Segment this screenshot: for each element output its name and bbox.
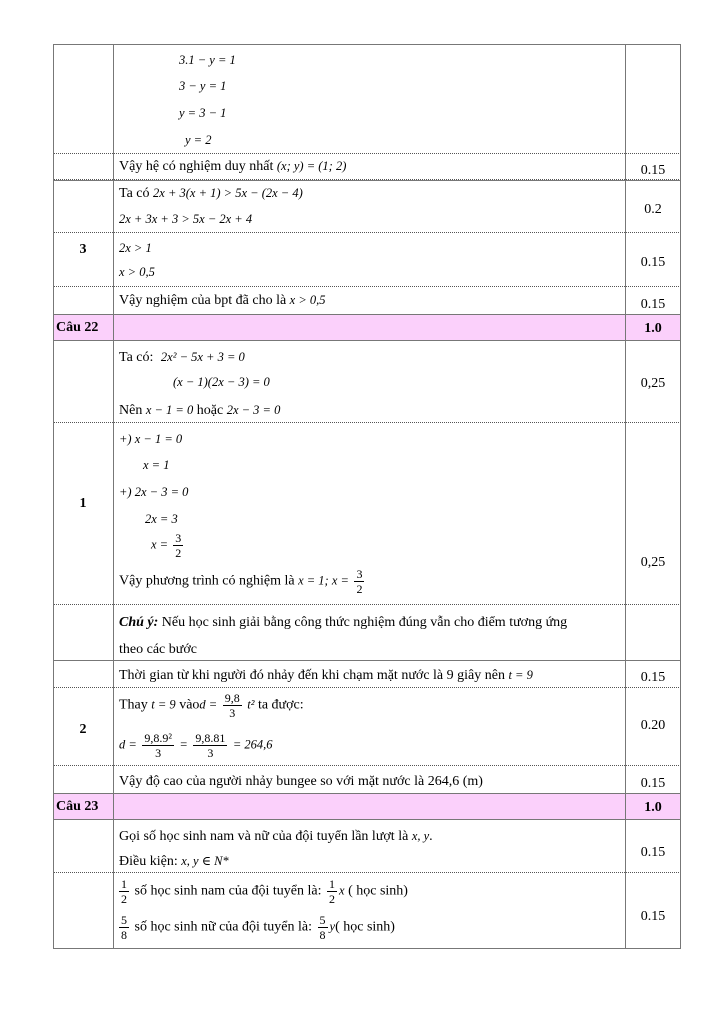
row-22-1a — [53, 341, 681, 423]
nen-text: Nên — [119, 403, 143, 418]
fraction-numerator: 5 — [121, 913, 127, 927]
vao-text: vào — [179, 697, 200, 713]
math: t = 9 — [508, 668, 533, 682]
math: = — [179, 737, 188, 752]
part-number: 2 — [79, 722, 87, 737]
fraction-denominator: 8 — [121, 928, 127, 942]
condition-text: Điều kiện: — [119, 854, 178, 869]
fraction-numerator: 9,8 — [224, 691, 240, 705]
unit: ( học sinh) — [335, 919, 395, 935]
note-label: Chú ý: — [119, 615, 159, 630]
row-22-2a — [53, 660, 681, 688]
conclusion-text: Vậy hệ có nghiệm duy nhất — [119, 159, 274, 174]
row-22-2b — [53, 688, 681, 766]
fraction-numerator: 9,8.9² — [144, 731, 172, 745]
prefix: Ta có: — [119, 350, 154, 365]
note-text: Nếu học sinh giải bằng công thức nghiệm đúng vẫn cho điểm tương ứng — [161, 615, 568, 630]
table-border — [625, 44, 626, 949]
math-line: y = 3 − 1 — [179, 106, 227, 120]
math-line: 3.1 − y = 1 — [179, 53, 236, 67]
equation: +) x − 1 = 0 — [119, 432, 183, 446]
score: 0.15 — [640, 909, 666, 924]
fraction-numerator: 1 — [121, 877, 127, 891]
fraction-denominator: 3 — [229, 706, 236, 720]
question-score: 1.0 — [644, 800, 662, 815]
math: x, y ∈ N* — [181, 854, 229, 868]
math: d = — [199, 697, 218, 712]
score: 0.2 — [644, 202, 662, 217]
statement-text: số học sinh nữ của đội tuyển là: — [134, 919, 313, 935]
inequality: 2x > 1 — [119, 241, 152, 255]
math-line: 3 − y = 1 — [179, 79, 227, 93]
math-line: y = 2 — [185, 133, 212, 147]
score: 0,25 — [640, 555, 666, 570]
fraction-denominator: 3 — [155, 746, 162, 760]
row-part3-b — [53, 233, 681, 287]
solution-math: (x; y) = (1; 2) — [276, 159, 347, 173]
equation: x − 1 = 0 — [145, 403, 194, 417]
row-22-2c — [53, 766, 681, 793]
unit: ( học sinh) — [348, 883, 408, 899]
math: d = — [119, 737, 137, 752]
equation: (x − 1)(2x − 3) = 0 — [173, 375, 270, 389]
math: t = 9 — [151, 697, 176, 712]
row-continuation — [53, 44, 681, 153]
math: x — [339, 883, 345, 898]
row-22-1b — [53, 423, 681, 605]
row-part3-a — [53, 180, 681, 233]
math: t² — [247, 697, 255, 712]
score: 0.15 — [640, 297, 666, 312]
thay-text: Thay — [119, 697, 148, 713]
question-label: Câu 22 — [56, 320, 99, 335]
equation: x = 1 — [143, 458, 170, 472]
fraction-denominator: 3 — [207, 746, 214, 760]
row-23-a — [53, 820, 681, 873]
fraction-denominator: 2 — [175, 546, 182, 560]
equation: 2x = 3 — [145, 512, 178, 526]
statement-text: Thời gian từ khi người đó nhảy đến khi chạm mặt nước là 9 giây nên — [119, 668, 505, 683]
dot: . — [429, 829, 433, 844]
score: 0.15 — [640, 670, 666, 685]
solution-math: x > 0,5 — [289, 293, 326, 307]
inequality: x > 0,5 — [119, 265, 155, 279]
note-text: theo các bước — [119, 642, 197, 657]
equation: +) 2x − 3 = 0 — [119, 485, 189, 499]
equation: x = — [151, 537, 169, 552]
table-border — [53, 44, 681, 45]
math: x, y — [411, 829, 430, 843]
prefix: Ta có — [119, 186, 150, 201]
inequality: 2x + 3x + 3 > 5x − 2x + 4 — [119, 212, 253, 226]
table-border — [53, 660, 681, 661]
question-label: Câu 23 — [56, 799, 99, 814]
question-score: 1.0 — [644, 321, 662, 336]
inequality: 2x + 3(x + 1) > 5x − (2x − 4) — [153, 186, 303, 200]
fraction-denominator: 2 — [121, 892, 127, 906]
part-number: 3 — [79, 242, 87, 257]
fraction-denominator: 8 — [319, 928, 326, 942]
fraction-numerator: 1 — [329, 877, 336, 891]
conclusion-text: Vậy độ cao của người nhảy bungee so với mặt nước là 264,6 (m) — [119, 774, 483, 789]
row-conclusion-system — [53, 153, 681, 180]
score: 0.15 — [640, 255, 666, 270]
table-border — [680, 44, 681, 949]
math: = 264,6 — [232, 737, 273, 752]
conclusion-text: Vậy phương trình có nghiệm là — [119, 573, 295, 589]
fraction-numerator: 3 — [175, 531, 182, 545]
row-part3-c — [53, 287, 681, 314]
conclusion-text: Vậy nghiệm của bpt đã cho là — [119, 293, 287, 308]
table-border — [53, 44, 54, 949]
part-number: 1 — [79, 496, 87, 511]
table-border — [113, 44, 114, 949]
solution-math: x = 1; x = — [298, 573, 349, 588]
equation: 2x − 3 = 0 — [226, 403, 281, 417]
row-23-b — [53, 873, 681, 949]
statement-text: số học sinh nam của đội tuyển là: — [134, 883, 322, 899]
score: 0,25 — [640, 376, 666, 391]
duoc-text: ta được: — [257, 697, 304, 713]
score: 0.15 — [640, 776, 666, 791]
row-22-note — [53, 605, 681, 660]
score: 0.20 — [640, 718, 666, 733]
question-header — [53, 314, 681, 341]
equation: 2x² − 5x + 3 = 0 — [160, 350, 245, 364]
score: 0.15 — [640, 845, 666, 860]
table-border — [53, 180, 681, 181]
fraction-denominator: 2 — [329, 892, 336, 906]
score: 0.15 — [640, 163, 666, 178]
hoac-text: hoặc — [196, 403, 224, 418]
fraction-numerator: 3 — [356, 567, 363, 581]
statement-text: Gọi số học sinh nam và nữ của đội tuyển lần lượt là — [119, 829, 409, 844]
question-header — [53, 793, 681, 820]
math: y — [329, 919, 336, 934]
fraction-numerator: 9,8.81 — [195, 731, 226, 745]
fraction-denominator: 2 — [356, 582, 363, 596]
fraction-numerator: 5 — [319, 913, 326, 927]
